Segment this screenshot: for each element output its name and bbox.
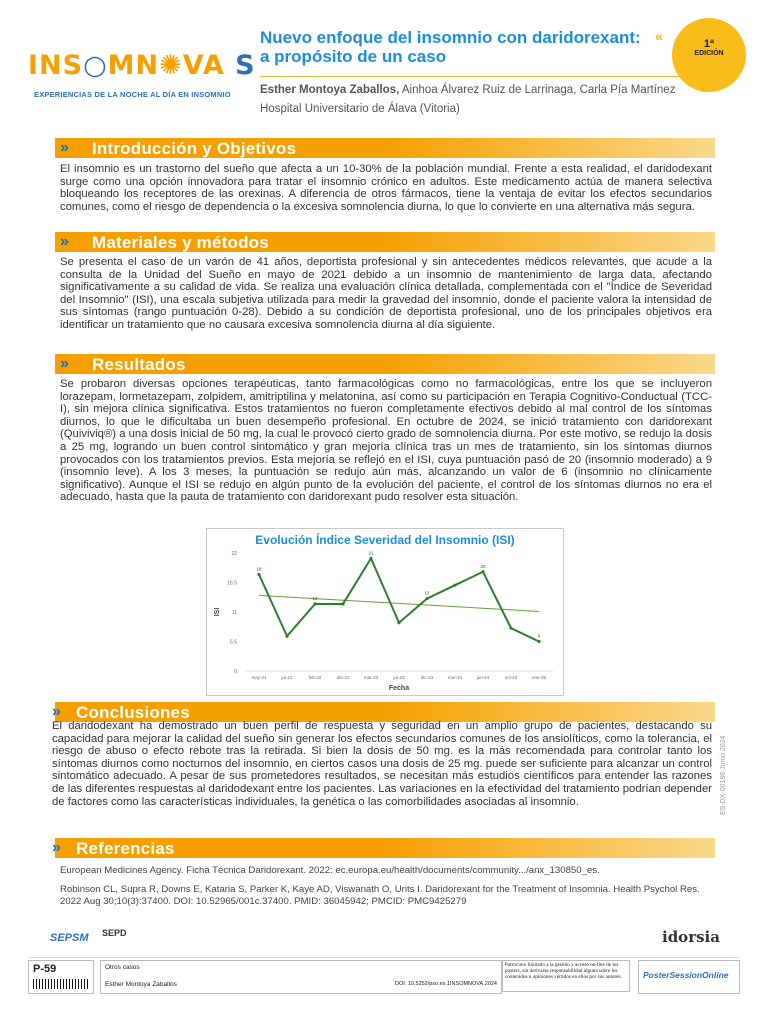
reference-2: Robinson CL, Supra R, Downs E, Kataria S, Parker K, Kaye AD, Viswanath O, Urits I. Daridorexant for the Treatment of Insomnia. Health Psychol Res. 2022 Aug 30;10(3):37400. DOI: 10.52965/001c.37400. PMID: 36045942; PMCID: PMC9425279 xyxy=(60,884,700,907)
methods-heading: Materiales y métodos xyxy=(92,233,269,252)
data-label: 18 xyxy=(256,566,262,572)
data-point xyxy=(341,602,344,605)
intro-text: El insomnio es un trastorno del sueño que afecta a un 10-30% de la población mundial. Frente a esta realidad, el daridodexant surge como una opción innovadora para tratar el insomnio crónico en adultos. Este medicamento actúa de manera selectiva bloqueando los receptores de las orexinas. A diferencia de otros fármacos, tiene la ventaja de evitar los efectos secundarios comunes, como el riesgo de dependencia o la excesiva somnolencia diurna, lo que lo convierte en una alternativa más segura. xyxy=(60,163,712,213)
y-tick-label: 11 xyxy=(231,610,237,616)
x-tick-label: feb-22 xyxy=(308,675,322,680)
logo-tagline: EXPERIENCIAS DE LA NOCHE AL DÍA EN INSOMNIO xyxy=(34,90,231,99)
results-text: Se probaron diversas opciones terapéuticas, tanto farmacológicas como no farmacológicas, entre los que se incluyeron lorazepam, lormetazepam, zolpidem, amitriptilina y melatonina, así como su participación en Terapia Cognitivo-Conductual (TCC-I), sin mejora clínica significativa. Estos tratamientos no fueron completamente efectivos debido al mal control de los síntomas diurnos, lo que le dificultaba un buen desempeño profesional. En octubre de 2024, se inició tratamiento con daridorexant (Quiviviq®) a una dosis inicial de 50 mg, la cual le provocó cierto grado de somnolencia diurna. Por este motivo, se redujo la dosis a 25 mg, logrando un buen control sintomático y gran mejoría clínica tras un mes de tratamiento, sin los síntomas diurnos provocados con los tratamientos previos. Esta mejoría se reflejó en el ISI, cuya puntuación pasó de 20 (insomnio moderado) a 9 (insomnio leve). A los 3 meses, la puntuación se redujo aún más, alcanzando un valor de 6 (insomnio no clínicamente significativo). Aunque el ISI se redujo en algún punto de la evolución del paciente, el control de los síntomas diurnos no era el adecuado, hasta que la pauta de tratamiento con daridorexant pudo resolver esta situación. xyxy=(60,378,712,504)
y-tick-label: 0 xyxy=(234,669,237,675)
x-tick-label: jul-21 xyxy=(281,675,293,680)
poster-doi: DOI: 10.5252/pso.es.1INSOMNOVA.2024 xyxy=(394,981,497,987)
authors: Esther Montoya Zaballos, Ainhoa Álvarez Ruiz de Larrinaga, Carla Pía Martínez xyxy=(260,84,676,96)
poster-info-box xyxy=(100,960,502,994)
x-tick-label: may-21 xyxy=(251,675,267,680)
idorsia-logo: idorsia xyxy=(662,928,720,946)
data-point xyxy=(453,584,456,587)
section-chevron-icon: » xyxy=(60,233,69,250)
conclusions-heading: Conclusiones xyxy=(76,703,190,722)
data-point xyxy=(285,635,288,638)
x-axis-label: Fecha xyxy=(388,685,410,692)
references-heading: Referencias xyxy=(76,839,175,858)
x-tick-label: abr-22 xyxy=(336,675,350,680)
postersession-logo: PosterSessionOnline xyxy=(643,970,729,980)
isi-chart xyxy=(206,528,564,696)
section-chevron-icon: » xyxy=(52,839,61,856)
section-chevron-icon: » xyxy=(60,139,69,156)
data-label: 13 xyxy=(424,590,430,596)
data-label: 21 xyxy=(368,550,374,556)
barcode-icon xyxy=(33,979,89,989)
chart-title: Evolución Índice Severidad del Insomnio (ISI) xyxy=(255,533,515,547)
poster-category: Otros casos xyxy=(105,964,140,971)
chart-canvas xyxy=(207,529,563,695)
data-label: 20 xyxy=(480,563,486,569)
y-tick-label: 22 xyxy=(231,551,237,557)
x-tick-label: ene-25 xyxy=(531,675,547,680)
methods-text: Se presenta el caso de un varón de 41 años, deportista profesional y sin antecedentes médicos relevantes, que acude a la consulta de la Unidad del Sueño en mayo de 2021 debido a un insomnio de mantenimiento de larga data, afectando significativamente a su calidad de vida. Se realiza una evaluación clínica detallada, complementada con el "Índice de Severidad del Insomnio" (ISI), una escala subjetiva utilizada para medir la gravedad del insomnio, donde el paciente valora la intensidad de sus síntomas (rango puntuación 0-28). Debido a su condición de deportista profesional, uno de los principales objetivos era identificar un tratamiento que no causara excesiva somnolencia diurna al día siguiente. xyxy=(60,256,712,331)
poster-code: P-59 xyxy=(33,963,57,975)
data-point xyxy=(481,570,484,573)
data-label: 12 xyxy=(312,595,318,601)
decor-chevron-icon: » xyxy=(700,80,708,96)
x-tick-label: oct-24 xyxy=(504,675,518,680)
data-point xyxy=(509,626,512,629)
decor-chevron-icon: « xyxy=(655,28,663,44)
sepd-logo: SEPD xyxy=(102,928,127,938)
footer xyxy=(28,957,740,996)
title-divider xyxy=(260,76,685,77)
data-label: 6 xyxy=(537,633,541,639)
x-tick-label: dic-23 xyxy=(420,675,434,680)
results-heading: Resultados xyxy=(92,355,186,374)
poster-author: Esther Montoya Zaballos xyxy=(105,981,177,988)
data-point xyxy=(369,557,372,560)
edition-badge: 1ª EDICIÓN xyxy=(672,18,746,92)
y-axis-label: ISI xyxy=(214,607,221,617)
insomnova-logo: INS○MN✺VA S xyxy=(28,50,256,81)
conclusions-text: El daridodexant ha demostrado un buen perfil de respuesta y seguridad en un amplio grupo de pacientes, destacando su capacidad para mejorar la calidad del sueño sin generar los efectos secundarios comunes de los ansiolíticos, como la tolerancia, el riesgo de abuso o efecto rebote tras la retirada. Si bien la dosis de 50 mg. es la más recomendada para controlar tanto los síntomas diurnos como nocturnos del insomnio, en ciertos casos una dosis de 25 mg. puede ser suficiente para alcanzar un control sintomático adecuado. A pesar de sus prometedores resultados, se necesitan más estudios científicos para entender las razones de las diferentes respuestas al daridodexant entre los pacientes. Las variaciones en la efectividad del tratamiento podrían depender de factores como las características individuales, la genética o las comorbilidades asociadas al insomnio. xyxy=(52,720,712,808)
y-tick-label: 5.5 xyxy=(230,639,237,646)
side-code: ES-DX-00186 Junio 2024 xyxy=(720,735,727,815)
data-point xyxy=(257,573,260,576)
poster-title: Nuevo enfoque del insomnio con daridorexant: a propósito de un caso xyxy=(260,28,641,66)
series-line xyxy=(259,558,539,641)
postersession-box xyxy=(638,960,740,994)
sponsor-disclaimer: Patrocinio limitado a la gestión y acceso on-line de los posters, sin derivarse responsabilidad alguna sobre los contenidos u opiniones vertidos en ellos por sus autores. xyxy=(502,960,630,992)
sepsm-logo: SEPSM xyxy=(50,932,89,944)
x-tick-label: mar-24 xyxy=(447,675,463,680)
x-tick-label: mar-23 xyxy=(363,675,379,680)
x-tick-label: jul-23 xyxy=(393,675,405,680)
x-tick-label: jun-24 xyxy=(476,675,490,680)
poster-code-box xyxy=(28,960,94,994)
data-point xyxy=(313,602,316,605)
data-point xyxy=(425,597,428,600)
section-chevron-icon: » xyxy=(52,703,61,720)
hospital: Hospital Universitario de Álava (Vitoria) xyxy=(260,103,460,115)
reference-1: European Medicines Agency. Ficha Técnica Daridorexant. 2022: ec.europa.eu/health/documents/community.../anx_130850_es. xyxy=(60,865,600,876)
data-point xyxy=(397,621,400,624)
intro-heading: Introducción y Objetivos xyxy=(92,139,297,158)
section-chevron-icon: » xyxy=(60,355,69,372)
y-tick-label: 16.5 xyxy=(227,580,237,587)
data-point xyxy=(537,640,540,643)
